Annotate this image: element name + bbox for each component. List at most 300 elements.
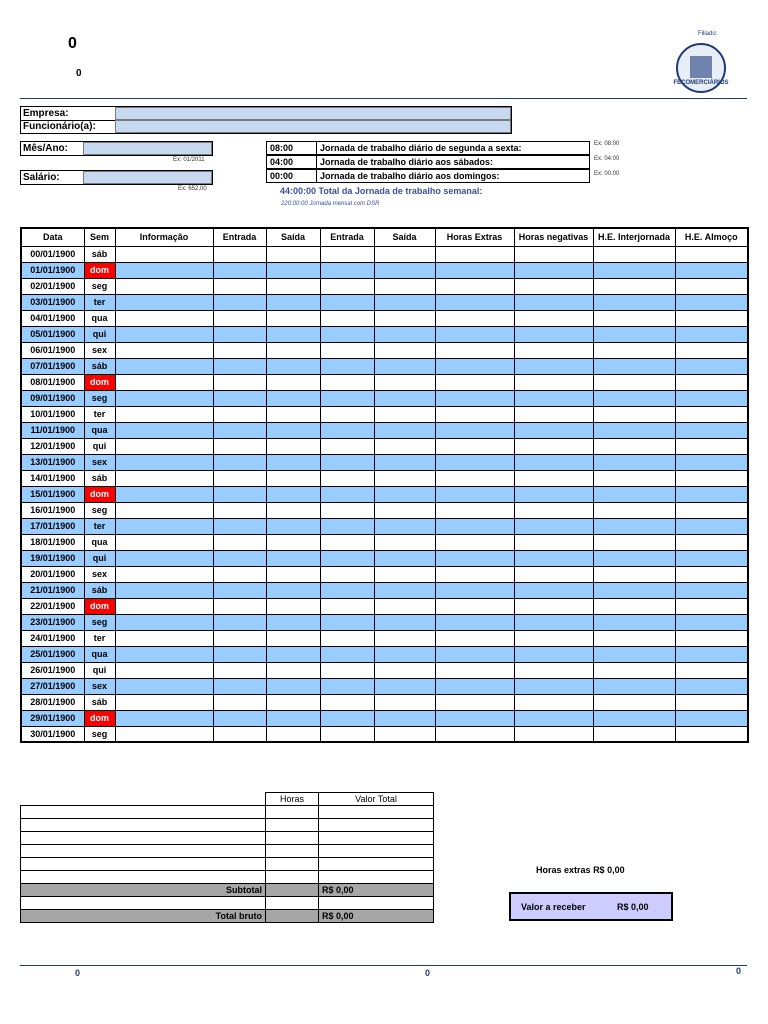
entry-cell[interactable] [675, 646, 748, 662]
entry-cell[interactable] [374, 294, 435, 310]
entry-cell[interactable] [320, 422, 374, 438]
entry-cell[interactable] [514, 646, 593, 662]
entry-cell[interactable] [514, 566, 593, 582]
entry-cell[interactable] [320, 630, 374, 646]
entry-cell[interactable] [266, 422, 320, 438]
entry-cell[interactable] [593, 342, 675, 358]
entry-cell[interactable] [266, 262, 320, 278]
entry-cell[interactable] [213, 262, 266, 278]
entry-cell[interactable] [374, 390, 435, 406]
entry-cell[interactable] [593, 582, 675, 598]
col-header: Saída [374, 228, 435, 246]
entry-cell[interactable] [320, 566, 374, 582]
entry-cell[interactable] [115, 694, 213, 710]
entry-cell[interactable] [115, 678, 213, 694]
entry-cell[interactable] [675, 342, 748, 358]
entry-cell[interactable] [435, 598, 514, 614]
entry-cell[interactable] [320, 294, 374, 310]
entry-cell[interactable] [266, 310, 320, 326]
entry-cell[interactable] [320, 454, 374, 470]
entry-cell[interactable] [374, 566, 435, 582]
entry-cell[interactable] [320, 358, 374, 374]
entry-cell[interactable] [514, 550, 593, 566]
entry-cell[interactable] [115, 646, 213, 662]
entry-cell[interactable] [593, 470, 675, 486]
entry-cell[interactable] [266, 566, 320, 582]
entry-cell[interactable] [320, 662, 374, 678]
entry-cell[interactable] [115, 294, 213, 310]
entry-cell[interactable] [320, 310, 374, 326]
entry-cell[interactable] [593, 534, 675, 550]
entry-cell[interactable] [213, 630, 266, 646]
entry-cell[interactable] [514, 246, 593, 262]
table-row [21, 694, 748, 710]
weekday-time[interactable]: 08:00 [266, 141, 317, 155]
entry-cell[interactable] [514, 422, 593, 438]
entry-cell[interactable] [320, 486, 374, 502]
entry-cell[interactable] [435, 262, 514, 278]
entry-cell[interactable] [266, 646, 320, 662]
entry-cell[interactable] [374, 326, 435, 342]
entry-cell[interactable] [213, 534, 266, 550]
entry-cell[interactable] [514, 614, 593, 630]
entry-cell[interactable] [115, 406, 213, 422]
entry-cell[interactable] [213, 502, 266, 518]
entry-cell[interactable] [374, 502, 435, 518]
entry-cell[interactable] [320, 678, 374, 694]
entry-cell[interactable] [213, 342, 266, 358]
entry-cell[interactable] [374, 262, 435, 278]
entry-cell[interactable] [514, 438, 593, 454]
entry-cell[interactable] [514, 502, 593, 518]
entry-cell[interactable] [213, 518, 266, 534]
entry-cell[interactable] [435, 294, 514, 310]
entry-cell[interactable] [266, 390, 320, 406]
entry-cell[interactable] [213, 390, 266, 406]
entry-cell[interactable] [115, 454, 213, 470]
entry-cell[interactable] [593, 358, 675, 374]
entry-cell[interactable] [115, 342, 213, 358]
entry-cell[interactable] [675, 470, 748, 486]
entry-cell[interactable] [374, 662, 435, 678]
entry-cell[interactable] [374, 678, 435, 694]
entry-cell[interactable] [593, 662, 675, 678]
entry-cell[interactable] [675, 502, 748, 518]
entry-cell[interactable] [675, 278, 748, 294]
entry-cell[interactable] [514, 358, 593, 374]
entry-cell[interactable] [435, 374, 514, 390]
entry-cell[interactable] [266, 710, 320, 726]
entry-cell[interactable] [213, 550, 266, 566]
entry-cell[interactable] [115, 534, 213, 550]
entry-cell[interactable] [320, 726, 374, 742]
entry-cell[interactable] [266, 678, 320, 694]
entry-cell[interactable] [514, 662, 593, 678]
entry-cell[interactable] [514, 630, 593, 646]
entry-cell[interactable] [593, 646, 675, 662]
entry-cell[interactable] [266, 502, 320, 518]
entry-cell[interactable] [266, 582, 320, 598]
entry-cell[interactable] [435, 422, 514, 438]
entry-cell[interactable] [435, 502, 514, 518]
sunday-time[interactable]: 00:00 [266, 169, 317, 183]
summary-row[interactable] [21, 845, 434, 858]
entry-cell[interactable] [320, 582, 374, 598]
entry-cell[interactable] [593, 726, 675, 742]
entry-cell[interactable] [675, 534, 748, 550]
entry-cell[interactable] [374, 246, 435, 262]
entry-cell[interactable] [266, 662, 320, 678]
summary-row[interactable] [21, 806, 434, 819]
entry-cell[interactable] [320, 390, 374, 406]
entry-cell[interactable] [320, 246, 374, 262]
entry-cell[interactable] [435, 454, 514, 470]
entry-cell[interactable] [593, 406, 675, 422]
entry-cell[interactable] [374, 614, 435, 630]
entry-cell[interactable] [213, 582, 266, 598]
entry-cell[interactable] [320, 502, 374, 518]
entry-cell[interactable] [213, 358, 266, 374]
col-header: H.E. Almoço [675, 228, 748, 246]
entry-cell[interactable] [115, 630, 213, 646]
entry-cell[interactable] [115, 278, 213, 294]
entry-cell[interactable] [320, 374, 374, 390]
summary-row[interactable] [21, 858, 434, 871]
entry-cell[interactable] [115, 518, 213, 534]
entry-cell[interactable] [115, 710, 213, 726]
entry-cell[interactable] [213, 486, 266, 502]
entry-cell[interactable] [675, 262, 748, 278]
entry-cell[interactable] [435, 678, 514, 694]
entry-cell[interactable] [374, 438, 435, 454]
entry-cell[interactable] [593, 390, 675, 406]
entry-cell[interactable] [374, 550, 435, 566]
entry-cell[interactable] [514, 454, 593, 470]
entry-cell[interactable] [675, 582, 748, 598]
entry-cell[interactable] [320, 262, 374, 278]
entry-cell[interactable] [514, 390, 593, 406]
entry-cell[interactable] [593, 598, 675, 614]
entry-cell[interactable] [213, 662, 266, 678]
entry-cell[interactable] [675, 358, 748, 374]
entry-cell[interactable] [320, 326, 374, 342]
entry-cell[interactable] [435, 518, 514, 534]
entry-cell[interactable] [435, 582, 514, 598]
entry-cell[interactable] [266, 374, 320, 390]
entry-cell[interactable] [435, 550, 514, 566]
entry-cell[interactable] [266, 246, 320, 262]
weekday-cell: qui [84, 438, 115, 454]
entry-cell[interactable] [593, 246, 675, 262]
entry-cell[interactable] [435, 358, 514, 374]
entry-cell[interactable] [266, 326, 320, 342]
entry-cell[interactable] [435, 486, 514, 502]
entry-cell[interactable] [675, 246, 748, 262]
entry-cell[interactable] [593, 486, 675, 502]
entry-cell[interactable] [213, 678, 266, 694]
entry-cell[interactable] [266, 278, 320, 294]
entry-cell[interactable] [374, 454, 435, 470]
entry-cell[interactable] [374, 374, 435, 390]
entry-cell[interactable] [266, 358, 320, 374]
entry-cell[interactable] [593, 294, 675, 310]
entry-cell[interactable] [514, 310, 593, 326]
entry-cell[interactable] [320, 342, 374, 358]
entry-cell[interactable] [115, 598, 213, 614]
entry-cell[interactable] [593, 694, 675, 710]
entry-cell[interactable] [593, 438, 675, 454]
entry-cell[interactable] [374, 694, 435, 710]
entry-cell[interactable] [213, 438, 266, 454]
entry-cell[interactable] [435, 710, 514, 726]
entry-cell[interactable] [675, 662, 748, 678]
entry-cell[interactable] [374, 534, 435, 550]
summary-row[interactable] [21, 819, 434, 832]
entry-cell[interactable] [514, 326, 593, 342]
entry-cell[interactable] [115, 502, 213, 518]
entry-cell[interactable] [675, 598, 748, 614]
entry-cell[interactable] [213, 710, 266, 726]
entry-cell[interactable] [266, 294, 320, 310]
entry-cell[interactable] [115, 614, 213, 630]
entry-cell[interactable] [115, 358, 213, 374]
entry-cell[interactable] [514, 294, 593, 310]
entry-cell[interactable] [266, 470, 320, 486]
entry-cell[interactable] [115, 310, 213, 326]
mes-field[interactable] [83, 142, 212, 155]
entry-cell[interactable] [115, 470, 213, 486]
weekly-total [280, 186, 482, 196]
entry-cell[interactable] [115, 438, 213, 454]
entry-cell[interactable] [213, 598, 266, 614]
entry-cell[interactable] [213, 406, 266, 422]
entry-cell[interactable] [266, 342, 320, 358]
entry-cell[interactable] [675, 406, 748, 422]
entry-cell[interactable] [593, 310, 675, 326]
entry-cell[interactable] [115, 662, 213, 678]
entry-cell[interactable] [435, 310, 514, 326]
entry-cell[interactable] [266, 534, 320, 550]
entry-cell[interactable] [514, 374, 593, 390]
entry-cell[interactable] [374, 470, 435, 486]
entry-cell[interactable] [675, 326, 748, 342]
entry-cell[interactable] [213, 470, 266, 486]
entry-cell[interactable] [675, 422, 748, 438]
entry-cell[interactable] [435, 470, 514, 486]
salario-field[interactable] [83, 171, 212, 184]
entry-cell[interactable] [675, 566, 748, 582]
entry-cell[interactable] [435, 566, 514, 582]
summary-row[interactable] [21, 897, 434, 910]
entry-cell[interactable] [435, 614, 514, 630]
entry-cell[interactable] [213, 310, 266, 326]
entry-cell[interactable] [115, 726, 213, 742]
summary-row[interactable] [21, 871, 434, 884]
entry-cell[interactable] [115, 582, 213, 598]
entry-cell[interactable] [675, 454, 748, 470]
entry-cell[interactable] [213, 374, 266, 390]
entry-cell[interactable] [514, 694, 593, 710]
entry-cell[interactable] [374, 518, 435, 534]
entry-cell[interactable] [435, 246, 514, 262]
entry-cell[interactable] [593, 518, 675, 534]
entry-cell[interactable] [115, 422, 213, 438]
entry-cell[interactable] [675, 374, 748, 390]
entry-cell[interactable] [675, 518, 748, 534]
saturday-time[interactable]: 04:00 [266, 155, 317, 169]
entry-cell[interactable] [320, 438, 374, 454]
entry-cell[interactable] [593, 678, 675, 694]
entry-cell[interactable] [374, 278, 435, 294]
entry-cell[interactable] [115, 486, 213, 502]
entry-cell[interactable] [115, 550, 213, 566]
entry-cell[interactable] [435, 534, 514, 550]
entry-cell[interactable] [514, 486, 593, 502]
entry-cell[interactable] [213, 294, 266, 310]
entry-cell[interactable] [115, 390, 213, 406]
entry-cell[interactable] [675, 694, 748, 710]
entry-cell[interactable] [320, 518, 374, 534]
entry-cell[interactable] [514, 406, 593, 422]
entry-cell[interactable] [514, 598, 593, 614]
entry-cell[interactable] [435, 646, 514, 662]
entry-cell[interactable] [435, 326, 514, 342]
entry-cell[interactable] [435, 406, 514, 422]
entry-cell[interactable] [514, 518, 593, 534]
entry-cell[interactable] [266, 550, 320, 566]
date-cell: 17/01/1900 [21, 518, 84, 534]
entry-cell[interactable] [213, 566, 266, 582]
entry-cell[interactable] [320, 710, 374, 726]
entry-cell[interactable] [514, 342, 593, 358]
entry-cell[interactable] [374, 406, 435, 422]
entry-cell[interactable] [593, 550, 675, 566]
entry-cell[interactable] [266, 406, 320, 422]
entry-cell[interactable] [514, 726, 593, 742]
entry-cell[interactable] [593, 566, 675, 582]
entry-cell[interactable] [320, 614, 374, 630]
entry-cell[interactable] [675, 294, 748, 310]
entry-cell[interactable] [266, 614, 320, 630]
entry-cell[interactable] [675, 710, 748, 726]
entry-cell[interactable] [213, 726, 266, 742]
entry-cell[interactable] [675, 726, 748, 742]
entry-cell[interactable] [435, 342, 514, 358]
entry-cell[interactable] [266, 486, 320, 502]
entry-cell[interactable] [213, 246, 266, 262]
entry-cell[interactable] [435, 278, 514, 294]
entry-cell[interactable] [675, 678, 748, 694]
entry-cell[interactable] [374, 422, 435, 438]
entry-cell[interactable] [374, 342, 435, 358]
entry-cell[interactable] [213, 278, 266, 294]
entry-cell[interactable] [514, 582, 593, 598]
entry-cell[interactable] [675, 550, 748, 566]
entry-cell[interactable] [593, 374, 675, 390]
entry-cell[interactable] [675, 438, 748, 454]
entry-cell[interactable] [266, 726, 320, 742]
entry-cell[interactable] [374, 710, 435, 726]
entry-cell[interactable] [435, 390, 514, 406]
entry-cell[interactable] [514, 710, 593, 726]
entry-cell[interactable] [593, 278, 675, 294]
entry-cell[interactable] [514, 470, 593, 486]
empresa-field[interactable] [115, 107, 511, 120]
entry-cell[interactable] [115, 262, 213, 278]
entry-cell[interactable] [593, 454, 675, 470]
entry-cell[interactable] [320, 646, 374, 662]
entry-cell[interactable] [675, 310, 748, 326]
entry-cell[interactable] [115, 246, 213, 262]
entry-cell[interactable] [213, 454, 266, 470]
entry-cell[interactable] [320, 278, 374, 294]
entry-cell[interactable] [593, 630, 675, 646]
entry-cell[interactable] [593, 326, 675, 342]
entry-cell[interactable] [213, 646, 266, 662]
entry-cell[interactable] [514, 262, 593, 278]
entry-cell[interactable] [213, 614, 266, 630]
entry-cell[interactable] [266, 518, 320, 534]
entry-cell[interactable] [320, 694, 374, 710]
entry-cell[interactable] [266, 630, 320, 646]
entry-cell[interactable] [435, 726, 514, 742]
entry-cell[interactable] [115, 566, 213, 582]
entry-cell[interactable] [374, 310, 435, 326]
entry-cell[interactable] [435, 630, 514, 646]
entry-cell[interactable] [435, 694, 514, 710]
entry-cell[interactable] [266, 438, 320, 454]
entry-cell[interactable] [374, 486, 435, 502]
entry-cell[interactable] [675, 390, 748, 406]
entry-cell[interactable] [593, 262, 675, 278]
entry-cell[interactable] [320, 598, 374, 614]
entry-cell[interactable] [675, 614, 748, 630]
entry-cell[interactable] [593, 614, 675, 630]
entry-cell[interactable] [593, 710, 675, 726]
entry-cell[interactable] [320, 550, 374, 566]
entry-cell[interactable] [593, 422, 675, 438]
entry-cell[interactable] [320, 470, 374, 486]
entry-cell[interactable] [320, 406, 374, 422]
entry-cell[interactable] [213, 326, 266, 342]
entry-cell[interactable] [266, 694, 320, 710]
summary-row[interactable] [21, 832, 434, 845]
entry-cell[interactable] [514, 278, 593, 294]
entry-cell[interactable] [435, 662, 514, 678]
entry-cell[interactable] [675, 630, 748, 646]
entry-cell[interactable] [115, 326, 213, 342]
entry-cell[interactable] [374, 726, 435, 742]
entry-cell[interactable] [213, 694, 266, 710]
entry-cell[interactable] [115, 374, 213, 390]
entry-cell[interactable] [266, 598, 320, 614]
entry-cell[interactable] [675, 486, 748, 502]
entry-cell[interactable] [514, 678, 593, 694]
table-row [21, 550, 748, 566]
entry-cell[interactable] [374, 582, 435, 598]
entry-cell[interactable] [514, 534, 593, 550]
entry-cell[interactable] [593, 502, 675, 518]
entry-cell[interactable] [435, 438, 514, 454]
entry-cell[interactable] [374, 646, 435, 662]
entry-cell[interactable] [374, 358, 435, 374]
funcionario-field[interactable] [115, 120, 511, 133]
entry-cell[interactable] [266, 454, 320, 470]
entry-cell[interactable] [213, 422, 266, 438]
entry-cell[interactable] [320, 534, 374, 550]
entry-cell[interactable] [374, 630, 435, 646]
entry-cell[interactable] [374, 598, 435, 614]
